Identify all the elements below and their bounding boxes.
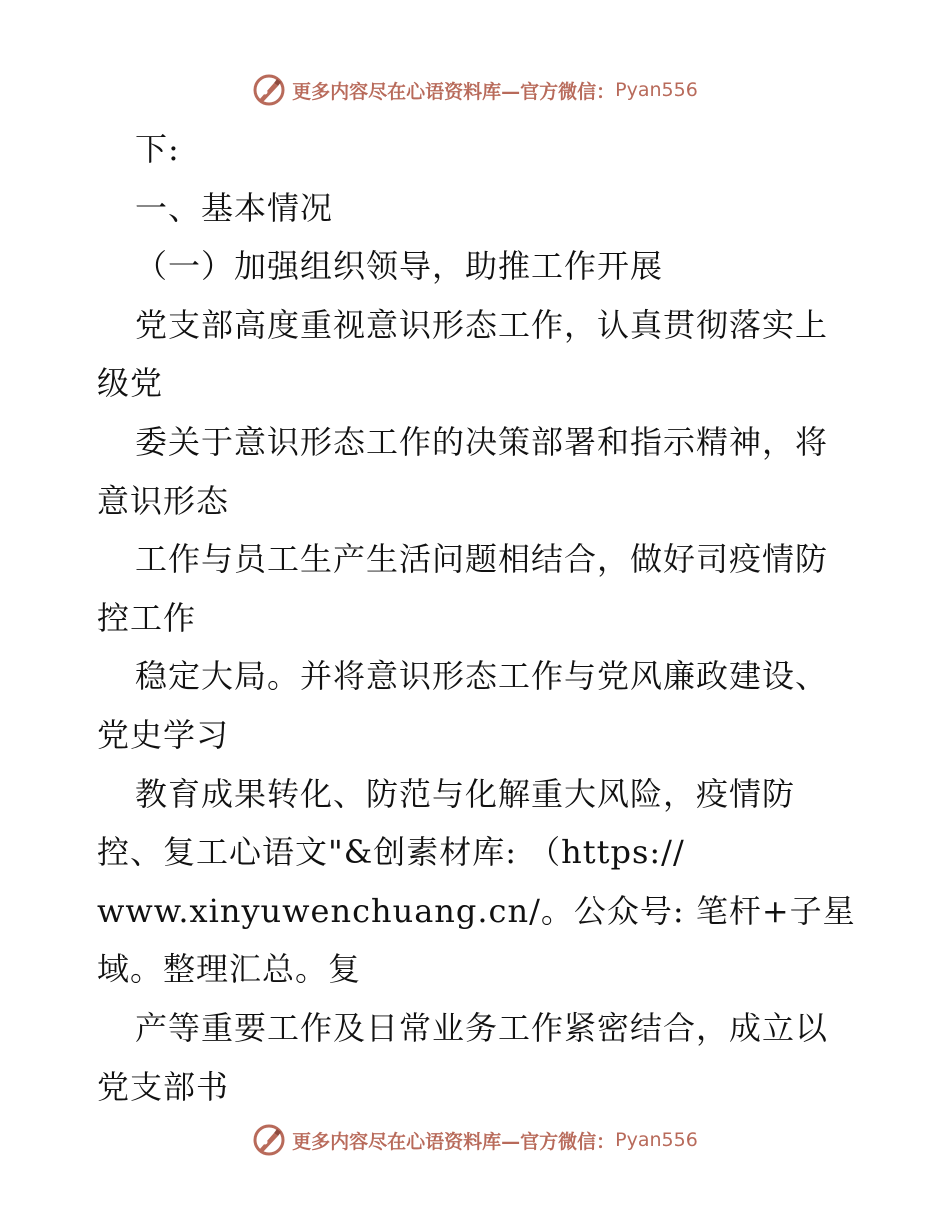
text-line: 稳定大局。并将意识形态工作与党风廉政建设、: [135, 657, 829, 696]
subsection-heading: （一）加强组织领导，助推工作开展: [135, 247, 664, 286]
text-line: 控工作: [97, 598, 197, 637]
header-wechat-id: Pyan556: [615, 79, 698, 101]
pen-logo-icon: [252, 1123, 286, 1157]
text-line: 意识形态: [97, 481, 230, 520]
text-line: 产等重要工作及日常业务工作紧密结合，成立以: [135, 1008, 829, 1047]
pen-logo-icon: [252, 73, 286, 107]
text-line: www.xinyuwenchuang.cn/。公众号: 笔杆+子星: [97, 891, 856, 930]
text-line: 党支部书: [97, 1067, 230, 1106]
text-line: 下:: [135, 130, 180, 168]
text-line: 党史学习: [97, 715, 230, 754]
text-line: 控、复工心语文"&创素材库: （https://: [97, 833, 685, 872]
header-text: 更多内容尽在心语资料库—官方微信：: [292, 80, 616, 103]
text-line: 委关于意识形态工作的决策部署和指示精神，将: [135, 422, 829, 461]
text-line: 工作与员工生产生活问题相结合，做好司疫情防: [135, 540, 829, 579]
footer-text: 更多内容尽在心语资料库—官方微信：: [292, 1130, 616, 1153]
footer-banner: [0, 1118, 950, 1162]
footer-wechat-id: Pyan556: [615, 1129, 698, 1151]
header-banner: [0, 68, 950, 112]
text-line: 党支部高度重视意识形态工作，认真贯彻落实上: [135, 305, 829, 344]
section-heading: 一、基本情况: [135, 188, 334, 227]
document-body: [97, 120, 867, 1116]
text-line: 域。整理汇总。复: [97, 950, 362, 989]
text-line: 级党: [97, 364, 164, 403]
text-line: 教育成果转化、防范与化解重大风险，疫情防: [135, 774, 796, 813]
